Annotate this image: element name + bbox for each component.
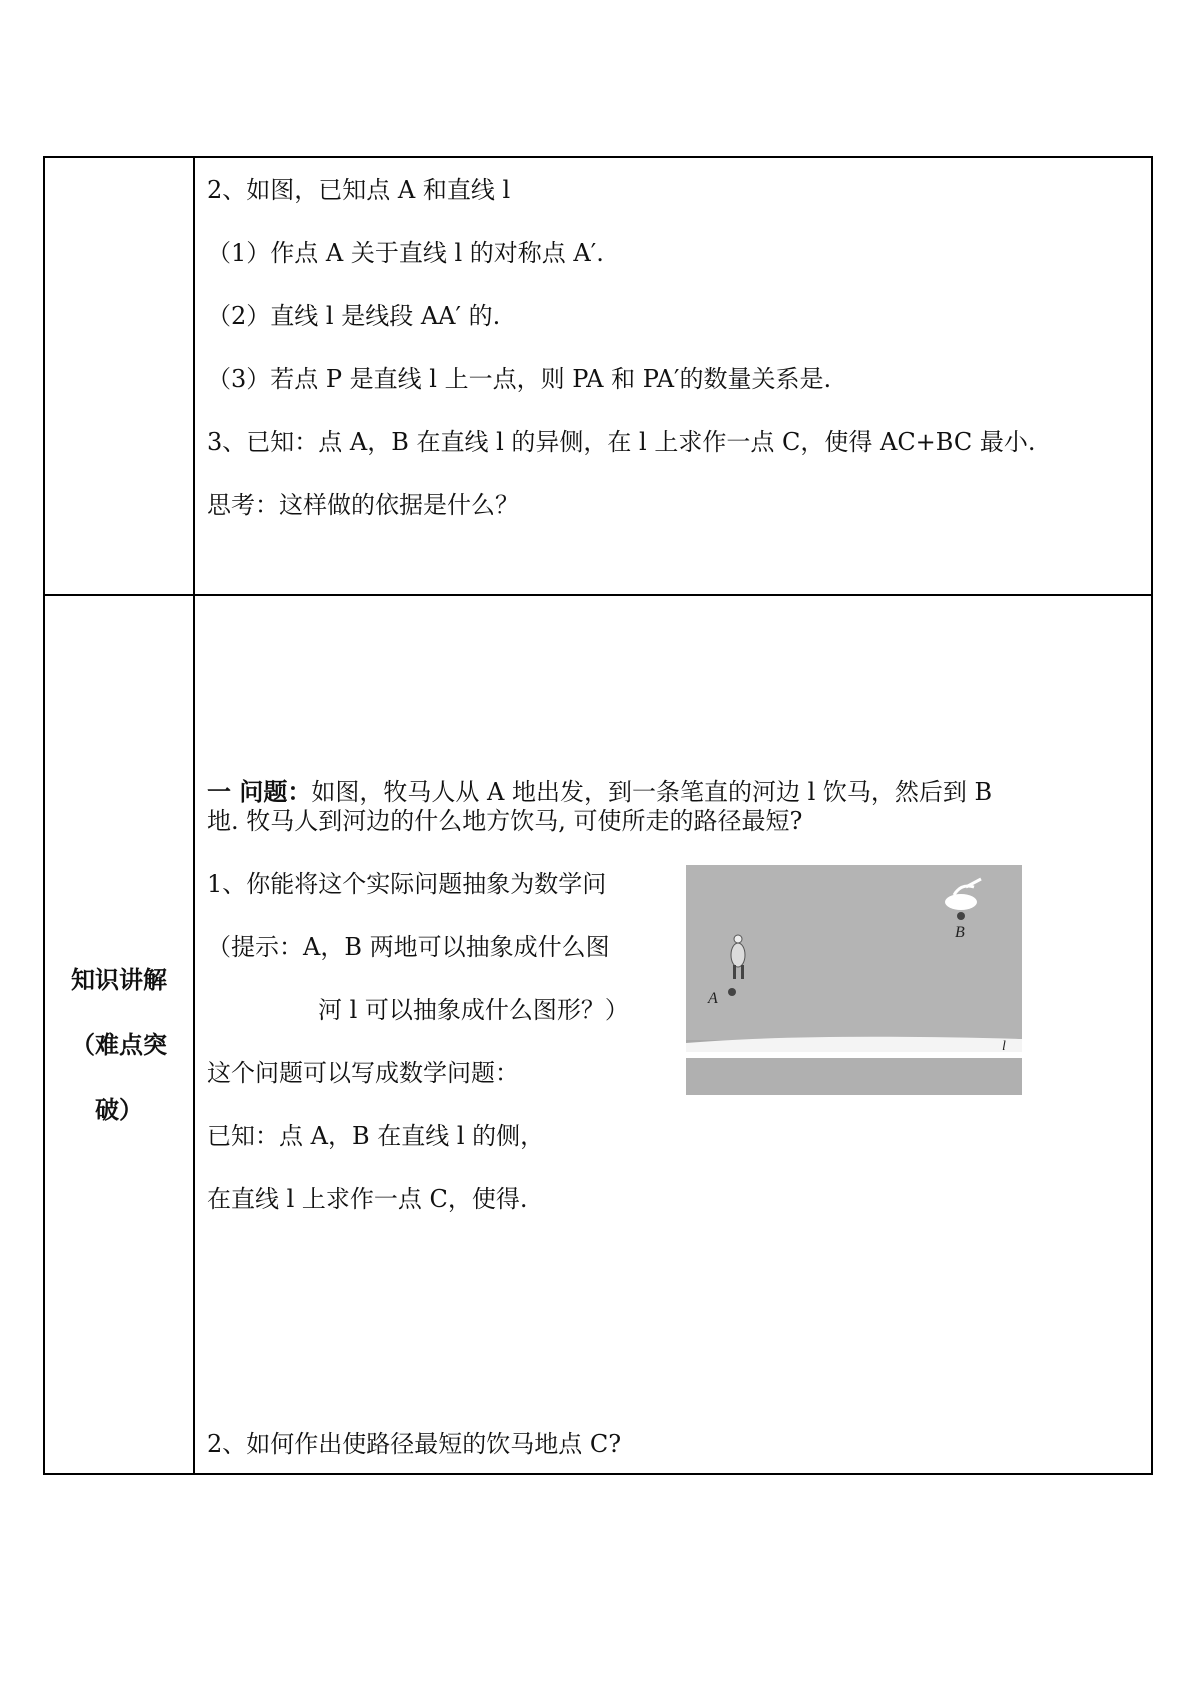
find-requirement: 在直线 l 上求作一点 C，使得. <box>207 1185 528 1213</box>
step-1: 1、你能将这个实际问题抽象为数学问 <box>207 870 607 898</box>
line-l-label: l <box>1002 1039 1006 1054</box>
column-divider <box>193 158 195 1473</box>
problem-text: 如图，牧马人从 A 地出发，到一条笔直的河边 l 饮马，然后到 B <box>311 778 993 806</box>
river-water <box>686 1058 1022 1095</box>
section-label-line-3: 破） <box>95 1096 143 1124</box>
known-conditions: 已知：点 A，B 在直线 l 的侧， <box>207 1122 545 1150</box>
section-label-line-2: （难点突 <box>71 1031 167 1059</box>
hint-line-2: 河 l 可以抽象成什么图形？） <box>318 996 629 1024</box>
point-b-label: B <box>955 924 965 941</box>
point-b-marker <box>957 912 965 920</box>
point-a-marker <box>728 988 736 996</box>
horse-river-illustration <box>686 865 1022 1095</box>
problem-line-2: 地. 牧马人到河边的什么地方饮马, 可使所走的路径最短? <box>207 807 803 835</box>
question-3: 3、已知：点 A，B 在直线 l 的异侧，在 l 上求作一点 C，使得 AC+BC 最小. <box>207 428 1036 456</box>
hint-line-1: （提示：A，B 两地可以抽象成什么图 <box>207 933 610 961</box>
think-prompt: 思考：这样做的依据是什么？ <box>207 491 519 519</box>
question-2-part-3: （3）若点 P 是直线 l 上一点，则 PA 和 PA′的数量关系是. <box>207 365 832 393</box>
point-a-label: A <box>708 990 718 1007</box>
problem-heading: 一 问题： <box>207 778 312 806</box>
problem-line-1 <box>207 777 992 807</box>
question-2-part-1: （1）作点 A 关于直线 l 的对称点 A′. <box>207 239 604 267</box>
step-2: 2、如何作出使路径最短的饮马地点 C? <box>207 1430 622 1458</box>
row-divider <box>45 594 1151 596</box>
rewrite-intro: 这个问题可以写成数学问题： <box>207 1059 519 1087</box>
section-label-line-1: 知识讲解 <box>71 966 167 994</box>
question-2-part-2: （2）直线 l 是线段 AA′ 的. <box>207 302 501 330</box>
question-2-title: 2、如图，已知点 A 和直线 l <box>207 176 511 204</box>
